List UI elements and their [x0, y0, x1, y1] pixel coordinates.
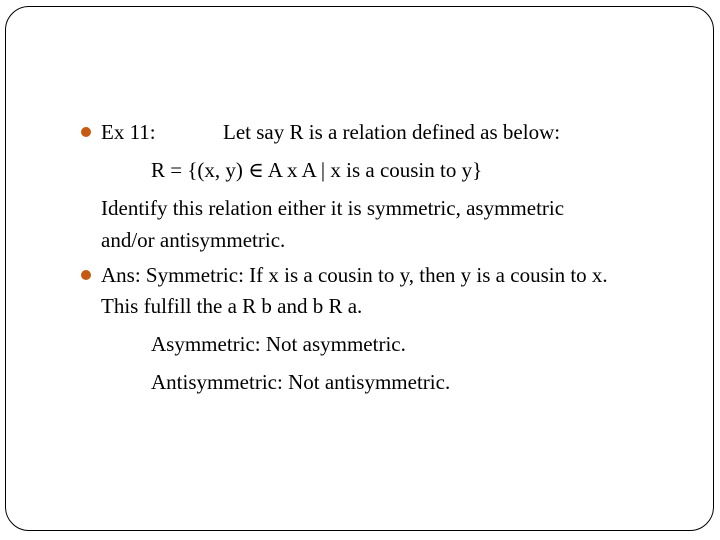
bullet-marker-1 [81, 127, 91, 137]
relation-definition: R = {(x, y) ∈ A x A | x is a cousin to y} [151, 158, 483, 182]
example-label: Ex 11: [101, 120, 156, 144]
question-line-1: Identify this relation either it is symmetric, asymmetric [101, 196, 565, 220]
answer-asymmetric: Asymmetric: Not asymmetric. [151, 332, 406, 356]
example-statement: Let say R is a relation defined as below: [223, 120, 561, 144]
answer-antisymmetric: Antisymmetric: Not antisymmetric. [151, 370, 451, 394]
answer-fulfill: This fulfill the a R b and b R a. [101, 294, 363, 318]
answer-symmetric: Ans: Symmetric: If x is a cousin to y, then y is a cousin to x. [101, 263, 608, 287]
question-line-2: and/or antisymmetric. [101, 228, 286, 252]
bullet-marker-2 [81, 270, 91, 280]
